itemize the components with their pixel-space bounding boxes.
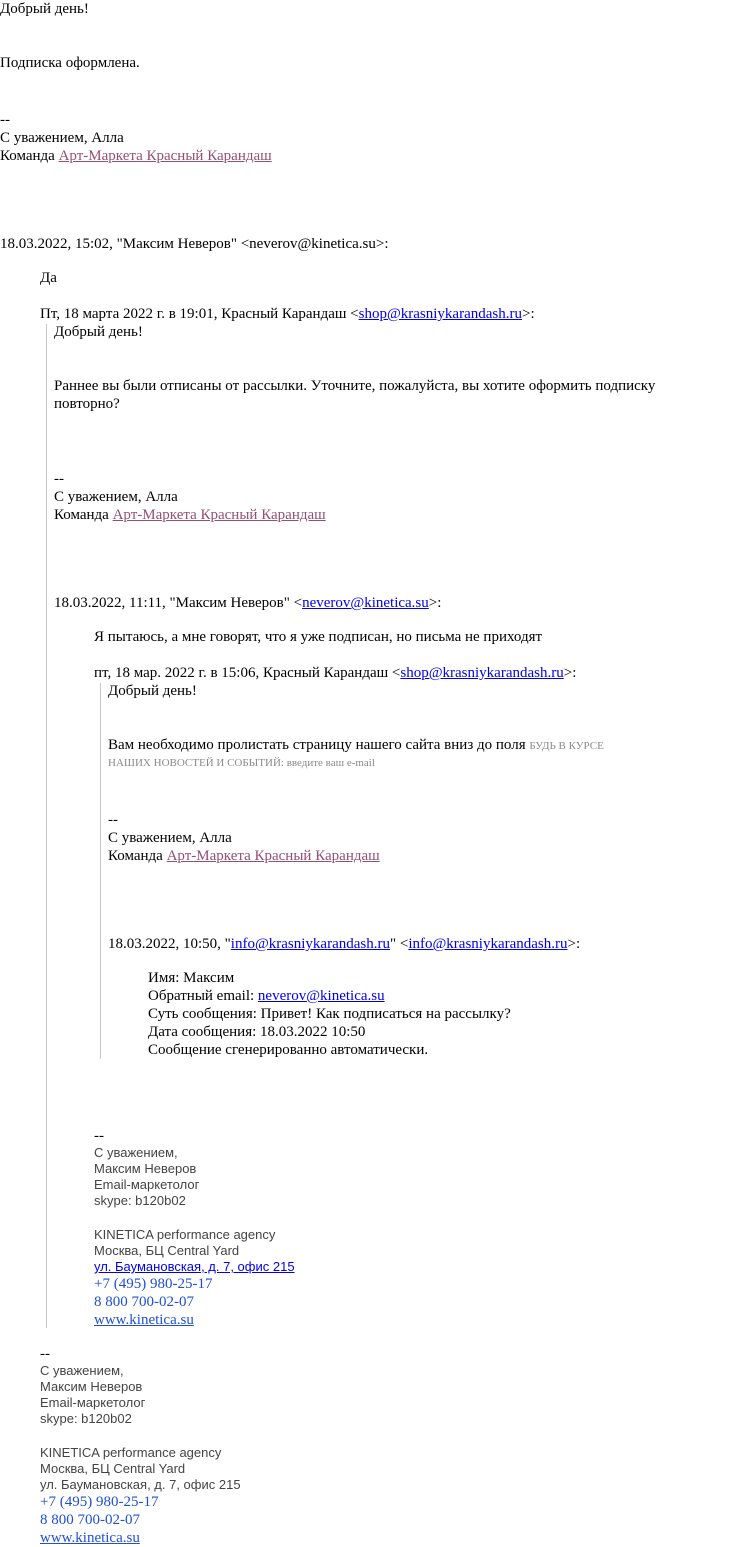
- signature-dash: --: [40, 1346, 50, 1362]
- shop-email-link[interactable]: shop@krasniykarandash.ru: [358, 306, 522, 322]
- greeting: Добрый день!: [54, 324, 143, 340]
- form-auto-note: Сообщение сгенерированно автоматически.: [148, 1042, 429, 1058]
- signature-dash: --: [94, 1128, 104, 1144]
- shop-email-link[interactable]: shop@krasniykarandash.ru: [400, 665, 564, 681]
- signature-regards: С уважением, Алла: [54, 489, 178, 505]
- signature-address: ул. Баумановская, д. 7, офис 215: [40, 1477, 241, 1492]
- signature-team-prefix: Команда: [0, 148, 59, 164]
- website-link[interactable]: www.kinetica.su: [94, 1312, 194, 1328]
- form-date: Дата сообщения: 18.03.2022 10:50: [148, 1024, 366, 1040]
- shop-link[interactable]: Арт-Маркета Красный Карандаш: [58, 148, 272, 164]
- signature-regards: С уважением, Алла: [108, 830, 232, 846]
- message-body-line: [108, 736, 604, 755]
- signature-name: Максим Неверов: [40, 1379, 143, 1394]
- signature-phone: +7 (495) 980-25-17: [40, 1494, 159, 1510]
- field-name-text: БУДЬ В КУРСЕ: [529, 740, 604, 752]
- signature-regards: С уважением, Алла: [0, 130, 124, 146]
- quote-header: [54, 594, 441, 612]
- message-body-text: Вам необходимо пролистать страницу нашего сайта вниз до поля: [108, 737, 530, 753]
- quote-header: [108, 935, 580, 953]
- shop-link[interactable]: Арт-Маркета Красный Карандаш: [166, 848, 380, 864]
- reply-text: Я пытаюсь, а мне говорят, что я уже подписан, но письма не приходят: [94, 629, 543, 645]
- greeting: Добрый день!: [108, 683, 197, 699]
- quote-header: [40, 305, 535, 323]
- signature-dash: --: [0, 112, 10, 128]
- quote-header-prefix: пт, 18 мар. 2022 г. в 15:06, Красный Карандаш <: [94, 665, 401, 681]
- signature-regards: С уважением,: [94, 1145, 178, 1160]
- address-link[interactable]: ул. Баумановская, д. 7, офис 215: [94, 1259, 295, 1274]
- message-body-line: Раннее вы были отписаны от рассылки. Уточните, пожалуйста, вы хотите оформить подписку: [54, 378, 656, 394]
- message-body-line: повторно?: [54, 396, 120, 412]
- field-name-text: НАШИХ НОВОСТЕЙ И СОБЫТИЙ: введите ваш e-mail: [108, 757, 375, 769]
- quote-header-mid: " <: [389, 936, 409, 952]
- signature-skype: skype: b120b02: [94, 1193, 186, 1208]
- signature-dash: --: [108, 812, 118, 828]
- quote-header: 18.03.2022, 15:02, "Максим Неверов" <neverov@kinetica.su>:: [0, 236, 389, 252]
- quote-bar-level-2: [100, 683, 101, 1059]
- signature-team-prefix: Команда: [54, 507, 113, 523]
- form-email: [148, 987, 385, 1005]
- quote-header-suffix: >:: [521, 306, 535, 322]
- reply-text: Да: [40, 270, 57, 286]
- signature-team-prefix: Команда: [108, 848, 167, 864]
- quote-header-suffix: >:: [567, 936, 581, 952]
- signature-role: Email-маркетолог: [94, 1177, 200, 1192]
- signature-team: [0, 147, 272, 165]
- signature-role: Email-маркетолог: [40, 1395, 146, 1410]
- quote-header-prefix: 18.03.2022, 11:11, "Максим Неверов" <: [54, 595, 303, 611]
- quote-header-prefix: 18.03.2022, 10:50, ": [108, 936, 231, 952]
- signature-phone: +7 (495) 980-25-17: [94, 1276, 213, 1292]
- signature-city: Москва, БЦ Central Yard: [94, 1243, 240, 1258]
- signature-regards: С уважением,: [40, 1363, 124, 1378]
- signature-team: [108, 847, 380, 865]
- signature-company: KINETICA performance agency: [40, 1445, 222, 1460]
- info-email-link[interactable]: info@krasniykarandash.ru: [408, 936, 568, 952]
- quote-header-suffix: >:: [563, 665, 577, 681]
- signature-skype: skype: b120b02: [40, 1411, 132, 1426]
- message-body: Подписка оформлена.: [0, 55, 140, 71]
- greeting: Добрый день!: [0, 1, 89, 17]
- sender-email-link[interactable]: neverov@kinetica.su: [257, 988, 385, 1004]
- signature-phone: 8 800 700-02-07: [94, 1294, 194, 1310]
- quote-header-prefix: Пт, 18 марта 2022 г. в 19:01, Красный Карандаш <: [40, 306, 359, 322]
- form-email-label: Обратный email:: [148, 988, 258, 1004]
- signature-name: Максим Неверов: [94, 1161, 197, 1176]
- signature-phone: 8 800 700-02-07: [40, 1512, 140, 1528]
- quote-header: [94, 664, 576, 682]
- signature-company: KINETICA performance agency: [94, 1227, 276, 1242]
- form-name: Имя: Максим: [148, 970, 235, 986]
- quote-bar-level-1: [46, 324, 47, 1328]
- website-link[interactable]: www.kinetica.su: [40, 1530, 140, 1546]
- form-subject: Суть сообщения: Привет! Как подписаться на рассылку?: [148, 1006, 511, 1022]
- signature-dash: --: [54, 471, 64, 487]
- signature-team: [54, 506, 326, 524]
- quote-header-suffix: >:: [428, 595, 442, 611]
- shop-link[interactable]: Арт-Маркета Красный Карандаш: [112, 507, 326, 523]
- sender-email-link[interactable]: neverov@kinetica.su: [302, 595, 429, 611]
- info-email-link[interactable]: info@krasniykarandash.ru: [230, 936, 390, 952]
- signature-city: Москва, БЦ Central Yard: [40, 1461, 186, 1476]
